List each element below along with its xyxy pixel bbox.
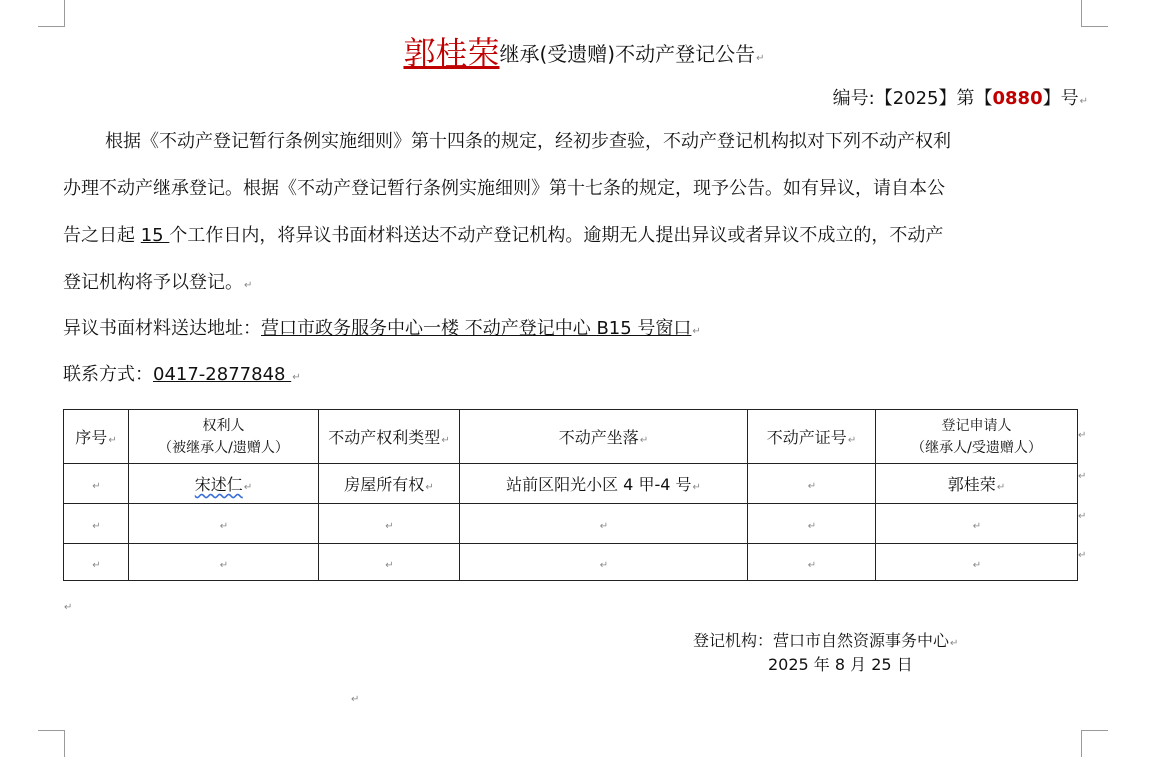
row-end-mark: ↵ bbox=[1078, 550, 1087, 561]
cell-value: 郭桂荣 bbox=[947, 475, 996, 494]
table-row bbox=[64, 504, 1078, 544]
paragraph-mark: ↵ bbox=[996, 482, 1006, 493]
header-sublabel: （被继承人/遗赠人） bbox=[158, 439, 289, 456]
paragraph-mark: ↵ bbox=[441, 435, 450, 446]
header-cell bbox=[64, 410, 129, 464]
announcement-date: 2025 年 8 月 25 日 bbox=[768, 655, 913, 674]
announcement-body bbox=[63, 118, 1083, 309]
document-number bbox=[833, 84, 1088, 110]
body-line bbox=[63, 259, 1083, 309]
cell-value: 宋述仁 bbox=[194, 475, 243, 494]
paragraph-mark: ↵ bbox=[807, 559, 817, 571]
table-cell bbox=[460, 464, 748, 504]
title-name: 郭桂荣 bbox=[403, 34, 500, 72]
body-text: 告之日起 bbox=[63, 225, 141, 246]
paragraph-mark: ↵ bbox=[756, 53, 765, 64]
paragraph-mark: ↵ bbox=[1079, 96, 1088, 107]
paragraph-mark: ↵ bbox=[351, 694, 360, 705]
paragraph-mark: ↵ bbox=[108, 435, 117, 446]
page-corner-mark bbox=[1081, 0, 1108, 27]
address-value: 营口市政务服务中心一楼 不动产登记中心 B15 号窗口 bbox=[261, 318, 692, 339]
table-cell bbox=[319, 544, 460, 581]
contact-value: 0417-2877848 bbox=[153, 364, 292, 385]
paragraph-mark: ↵ bbox=[807, 521, 817, 532]
paragraph-mark: ↵ bbox=[972, 559, 982, 571]
paragraph-mark: ↵ bbox=[64, 602, 73, 613]
page-corner-mark bbox=[38, 730, 65, 757]
paragraph-mark: ↵ bbox=[639, 435, 649, 446]
paragraph-mark: ↵ bbox=[385, 559, 394, 571]
paragraph-mark: ↵ bbox=[692, 482, 701, 493]
row-end-mark: ↵ bbox=[1078, 511, 1087, 522]
cell-value: 房屋所有权 bbox=[344, 475, 425, 494]
header-cell bbox=[876, 410, 1078, 464]
paragraph-mark: ↵ bbox=[807, 481, 817, 492]
registration-table bbox=[63, 409, 1078, 581]
table-cell bbox=[460, 544, 748, 581]
row-end-mark: ↵ bbox=[1078, 471, 1087, 482]
header-cell bbox=[748, 410, 876, 464]
table-cell bbox=[876, 464, 1078, 504]
paragraph-mark: ↵ bbox=[219, 559, 229, 571]
docno-prefix: 编号:【2025】第【 bbox=[832, 88, 993, 109]
table-cell bbox=[748, 464, 876, 504]
paragraph-mark: ↵ bbox=[692, 326, 701, 337]
table-cell bbox=[64, 504, 129, 544]
page-corner-mark bbox=[38, 0, 65, 27]
registration-authority bbox=[693, 628, 958, 651]
table-row bbox=[64, 544, 1078, 581]
table-cell bbox=[129, 504, 319, 544]
header-label: 不动产证号 bbox=[766, 428, 847, 447]
header-label: 登记申请人 bbox=[941, 417, 1012, 434]
table-cell bbox=[319, 464, 460, 504]
body-text: 登记机构将予以登记。 bbox=[63, 272, 243, 293]
paragraph-mark: ↵ bbox=[599, 559, 609, 571]
table-cell bbox=[748, 504, 876, 544]
paragraph-mark: ↵ bbox=[950, 638, 959, 649]
table-cell bbox=[876, 504, 1078, 544]
table-row bbox=[64, 464, 1078, 504]
table-cell bbox=[319, 504, 460, 544]
paragraph-mark: ↵ bbox=[92, 521, 101, 532]
title-text: 继承(受遗赠)不动产登记公告 bbox=[499, 42, 756, 66]
table-cell bbox=[876, 544, 1078, 581]
body-text: 个工作日内，将异议书面材料送达不动产登记机构。逾期无人提出异议或者异议不成立的，不动产 bbox=[169, 225, 944, 246]
header-label: 权利人 bbox=[202, 417, 245, 434]
address-line bbox=[63, 314, 701, 340]
table-cell bbox=[129, 544, 319, 581]
paragraph-mark: ↵ bbox=[385, 521, 394, 532]
body-line: 根据《不动产登记暂行条例实施细则》第十四条的规定，经初步查验，不动产登记机构拟对下列不动产权利 bbox=[105, 131, 951, 152]
table-cell bbox=[129, 464, 319, 504]
paragraph-mark: ↵ bbox=[219, 521, 229, 532]
table-cell bbox=[460, 504, 748, 544]
body-line: 办理不动产继承登记。根据《不动产登记暂行条例实施细则》第十七条的规定，现予公告。如有异议，请自本公 bbox=[63, 178, 945, 199]
table-header-row bbox=[64, 410, 1078, 464]
header-sublabel: （继承人/受遗赠人） bbox=[911, 439, 1042, 456]
header-cell bbox=[460, 410, 748, 464]
table-cell bbox=[64, 544, 129, 581]
paragraph-mark: ↵ bbox=[847, 435, 857, 446]
body-line bbox=[63, 212, 1083, 259]
paragraph-mark: ↵ bbox=[244, 280, 253, 291]
row-end-mark: ↵ bbox=[1078, 430, 1087, 441]
paragraph-mark: ↵ bbox=[243, 482, 253, 493]
header-label: 不动产权利类型 bbox=[328, 428, 441, 447]
paragraph-mark: ↵ bbox=[599, 521, 609, 532]
table-cell bbox=[64, 464, 129, 504]
header-cell bbox=[129, 410, 319, 464]
objection-days: 15 bbox=[140, 225, 170, 246]
authority-name: 登记机构：营口市自然资源事务中心 bbox=[693, 631, 950, 650]
docno-suffix: 】号 bbox=[1042, 88, 1079, 109]
header-cell bbox=[319, 410, 460, 464]
contact-label: 联系方式： bbox=[63, 364, 153, 385]
page-title bbox=[0, 28, 1168, 74]
cell-value: 站前区阳光小区 4 甲-4 号 bbox=[506, 475, 692, 494]
header-label: 序号 bbox=[75, 428, 108, 447]
paragraph-mark: ↵ bbox=[292, 372, 301, 383]
header-label: 不动产坐落 bbox=[558, 428, 639, 447]
contact-line bbox=[63, 360, 301, 386]
paragraph-mark: ↵ bbox=[92, 559, 101, 571]
paragraph-mark: ↵ bbox=[92, 481, 101, 492]
paragraph-mark: ↵ bbox=[972, 521, 982, 532]
docno-number: 0880 bbox=[992, 88, 1043, 109]
address-label: 异议书面材料送达地址： bbox=[63, 318, 261, 339]
table-cell bbox=[748, 544, 876, 581]
paragraph-mark: ↵ bbox=[425, 482, 434, 493]
page-corner-mark bbox=[1081, 730, 1108, 757]
